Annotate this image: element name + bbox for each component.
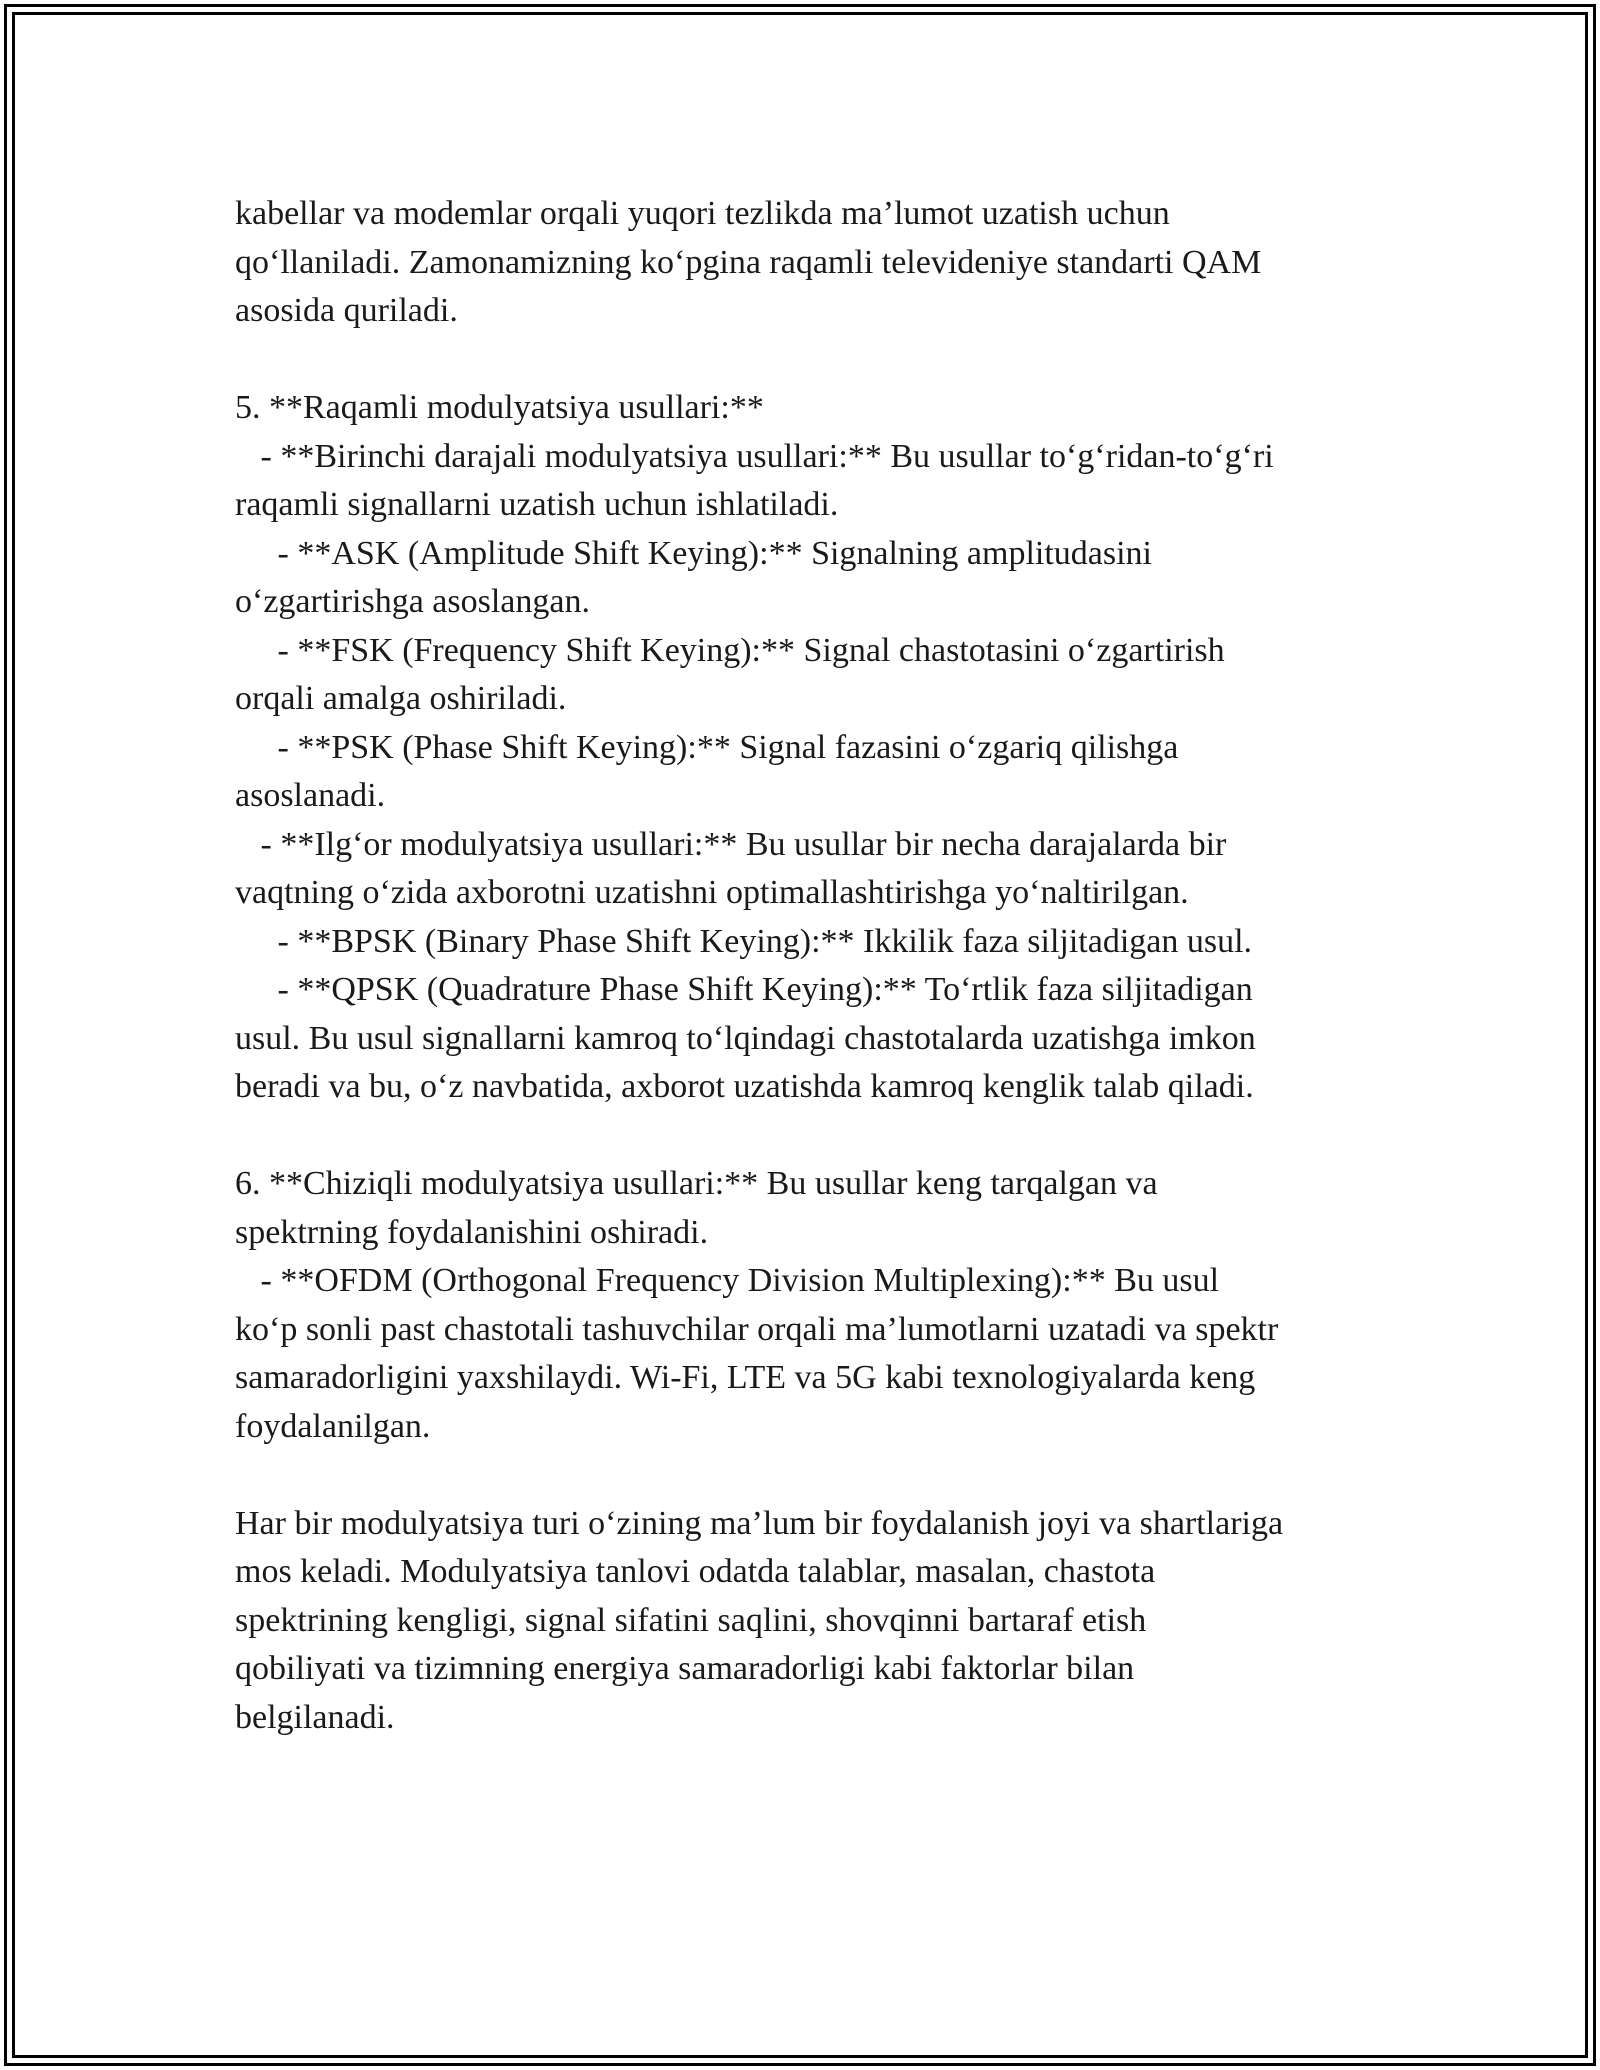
text-line: kabellar va modemlar orqali yuqori tezlikda ma’lumot uzatish uchun bbox=[235, 195, 1170, 232]
text-line: - **QPSK (Quadrature Phase Shift Keying):** To‘rtlik faza siljitadigan bbox=[235, 971, 1253, 1008]
text-line: spektrning foydalanishini oshiradi. bbox=[235, 1213, 709, 1251]
text-line: ko‘p sonli past chastotali tashuvchilar orqali ma’lumotlarni uzatadi va spektr bbox=[235, 1310, 1279, 1348]
text-line: - **PSK (Phase Shift Keying):** Signal fazasini o‘zgariq qilishga bbox=[235, 728, 1179, 766]
text-line: belgilanadi. bbox=[235, 1698, 395, 1736]
blank-line bbox=[235, 1112, 1395, 1161]
blank-line bbox=[235, 336, 1395, 385]
text-line: asoslanadi. bbox=[235, 777, 386, 814]
text-line: qo‘llaniladi. Zamonamizning ko‘pgina raqamli televideniye standarti QAM bbox=[235, 243, 1262, 281]
text-line: mos keladi. Modulyatsiya tanlovi odatda talablar, masalan, chastota bbox=[235, 1553, 1156, 1590]
text-line: spektrining kengligi, signal sifatini saqlini, shovqinni bartaraf etish bbox=[235, 1601, 1147, 1639]
text-line: - **BPSK (Binary Phase Shift Keying):** Ikkilik faza siljitadigan usul. bbox=[235, 922, 1253, 960]
text-line: - **ASK (Amplitude Shift Keying):** Signalning amplitudasini bbox=[235, 534, 1153, 572]
section-heading: 5. **Raqamli modulyatsiya usullari:** bbox=[235, 389, 764, 426]
blank-line bbox=[235, 1451, 1395, 1500]
text-line: usul. Bu usul signallarni kamroq to‘lqindagi chastotalarda uzatishga imkon bbox=[235, 1019, 1256, 1057]
text-line: - **FSK (Frequency Shift Keying):** Signal chastotasini o‘zgartirish bbox=[235, 631, 1225, 669]
text-line: raqamli signallarni uzatish uchun ishlatiladi. bbox=[235, 486, 839, 523]
text-line: beradi va bu, o‘z navbatida, axborot uzatishda kamroq kenglik talab qiladi. bbox=[235, 1068, 1254, 1105]
text-line: - **OFDM (Orthogonal Frequency Division Multiplexing):** Bu usul bbox=[235, 1262, 1220, 1299]
text-line: - **Ilg‘or modulyatsiya usullari:** Bu usullar bir necha darajalarda bir bbox=[235, 825, 1227, 863]
text-line: Har bir modulyatsiya turi o‘zining ma’lum bir foydalanish joyi va shartlariga bbox=[235, 1504, 1284, 1542]
text-line: - **Birinchi darajali modulyatsiya usullari:** Bu usullar to‘g‘ridan-to‘g‘ri bbox=[235, 437, 1274, 475]
text-line: orqali amalga oshiriladi. bbox=[235, 680, 567, 717]
text-line: asosida quriladi. bbox=[235, 292, 458, 329]
text-line: qobiliyati va tizimning energiya samaradorligi kabi faktorlar bilan bbox=[235, 1650, 1135, 1687]
document-body bbox=[235, 190, 1395, 1742]
text-line: foydalanilgan. bbox=[235, 1407, 431, 1445]
text-line: vaqtning o‘zida axborotni uzatishni optimallashtirishga yo‘naltirilgan. bbox=[235, 874, 1189, 911]
text-line: samaradorligini yaxshilaydi. Wi-Fi, LTE va 5G kabi texnologiyalarda keng bbox=[235, 1359, 1256, 1396]
text-line: o‘zgartirishga asoslangan. bbox=[235, 583, 590, 620]
section-heading: 6. **Chiziqli modulyatsiya usullari:** Bu usullar keng tarqalgan va bbox=[235, 1165, 1158, 1202]
